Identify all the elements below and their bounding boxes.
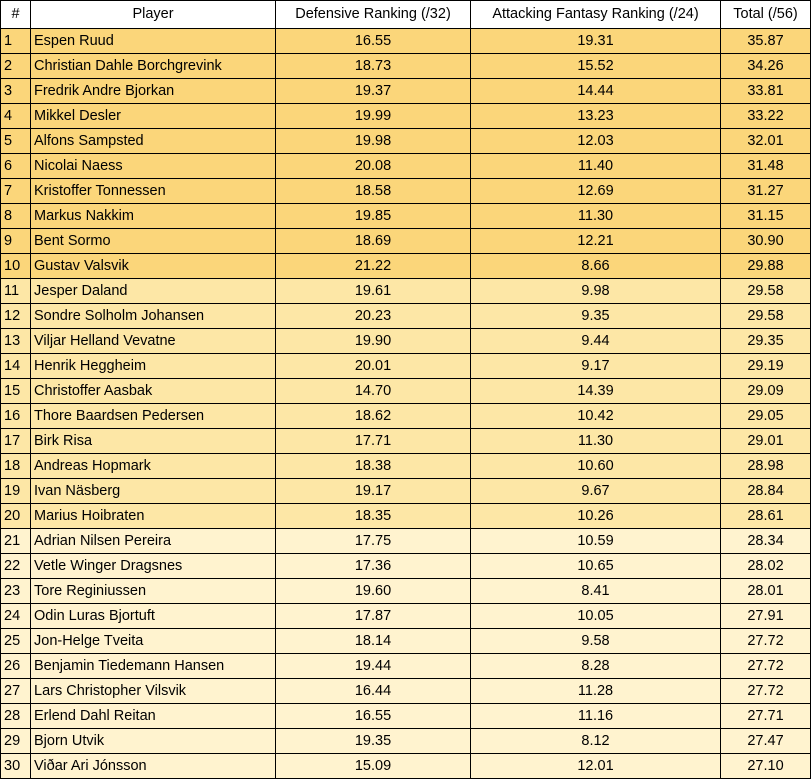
total-cell: 27.72 [721,679,811,704]
defensive-ranking-cell: 19.44 [276,654,471,679]
player-name-cell: Alfons Sampsted [31,129,276,154]
player-name-cell: Nicolai Naess [31,154,276,179]
player-name-cell: Tore Reginiussen [31,579,276,604]
header-total: Total (/56) [721,1,811,29]
table-row [1,529,811,554]
attacking-ranking-cell: 10.05 [471,604,721,629]
attacking-ranking-cell: 8.28 [471,654,721,679]
player-name-cell: Bjorn Utvik [31,729,276,754]
table-row [1,404,811,429]
table-row [1,329,811,354]
total-cell: 35.87 [721,29,811,54]
player-name-cell: Benjamin Tiedemann Hansen [31,654,276,679]
total-cell: 34.26 [721,54,811,79]
attacking-ranking-cell: 14.44 [471,79,721,104]
attacking-ranking-cell: 8.41 [471,579,721,604]
rank-cell: 27 [1,679,31,704]
rank-cell: 28 [1,704,31,729]
rank-cell: 16 [1,404,31,429]
attacking-ranking-cell: 12.21 [471,229,721,254]
header-attacking: Attacking Fantasy Ranking (/24) [471,1,721,29]
rank-cell: 18 [1,454,31,479]
table-row [1,554,811,579]
table-row [1,379,811,404]
rank-cell: 22 [1,554,31,579]
defensive-ranking-cell: 20.23 [276,304,471,329]
table-row [1,129,811,154]
attacking-ranking-cell: 9.17 [471,354,721,379]
rank-cell: 25 [1,629,31,654]
header-rank: # [1,1,31,29]
table-row [1,579,811,604]
player-name-cell: Adrian Nilsen Pereira [31,529,276,554]
defensive-ranking-cell: 15.09 [276,754,471,779]
attacking-ranking-cell: 12.03 [471,129,721,154]
total-cell: 29.09 [721,379,811,404]
rank-cell: 20 [1,504,31,529]
rank-cell: 11 [1,279,31,304]
total-cell: 29.35 [721,329,811,354]
total-cell: 27.91 [721,604,811,629]
table-body [1,29,811,779]
table-row [1,504,811,529]
player-name-cell: Marius Hoibraten [31,504,276,529]
attacking-ranking-cell: 9.58 [471,629,721,654]
defensive-ranking-cell: 18.62 [276,404,471,429]
attacking-ranking-cell: 11.30 [471,429,721,454]
defensive-ranking-cell: 19.35 [276,729,471,754]
table-row [1,654,811,679]
total-cell: 28.84 [721,479,811,504]
table-row [1,679,811,704]
player-name-cell: Vetle Winger Dragsnes [31,554,276,579]
total-cell: 27.71 [721,704,811,729]
attacking-ranking-cell: 12.69 [471,179,721,204]
attacking-ranking-cell: 14.39 [471,379,721,404]
table-row [1,629,811,654]
player-name-cell: Thore Baardsen Pedersen [31,404,276,429]
defensive-ranking-cell: 14.70 [276,379,471,404]
table-row [1,179,811,204]
defensive-ranking-cell: 20.01 [276,354,471,379]
attacking-ranking-cell: 10.59 [471,529,721,554]
defensive-ranking-cell: 19.61 [276,279,471,304]
total-cell: 28.02 [721,554,811,579]
total-cell: 27.72 [721,629,811,654]
player-name-cell: Andreas Hopmark [31,454,276,479]
defensive-ranking-cell: 17.36 [276,554,471,579]
attacking-ranking-cell: 11.16 [471,704,721,729]
rank-cell: 5 [1,129,31,154]
defensive-ranking-cell: 21.22 [276,254,471,279]
attacking-ranking-cell: 15.52 [471,54,721,79]
rank-cell: 10 [1,254,31,279]
attacking-ranking-cell: 8.66 [471,254,721,279]
player-name-cell: Sondre Solholm Johansen [31,304,276,329]
defensive-ranking-cell: 19.85 [276,204,471,229]
total-cell: 27.72 [721,654,811,679]
defensive-ranking-cell: 19.98 [276,129,471,154]
rank-cell: 23 [1,579,31,604]
rank-cell: 26 [1,654,31,679]
table-row [1,104,811,129]
attacking-ranking-cell: 10.65 [471,554,721,579]
header-row [1,1,811,29]
player-name-cell: Christoffer Aasbak [31,379,276,404]
attacking-ranking-cell: 11.30 [471,204,721,229]
attacking-ranking-cell: 11.40 [471,154,721,179]
defensive-ranking-cell: 19.60 [276,579,471,604]
player-name-cell: Viljar Helland Vevatne [31,329,276,354]
defensive-ranking-cell: 19.99 [276,104,471,129]
rank-cell: 14 [1,354,31,379]
defensive-ranking-cell: 18.58 [276,179,471,204]
defensive-ranking-cell: 18.73 [276,54,471,79]
total-cell: 28.34 [721,529,811,554]
total-cell: 31.15 [721,204,811,229]
attacking-ranking-cell: 8.12 [471,729,721,754]
defensive-ranking-cell: 18.14 [276,629,471,654]
player-name-cell: Espen Ruud [31,29,276,54]
rank-cell: 24 [1,604,31,629]
total-cell: 28.61 [721,504,811,529]
table-row [1,229,811,254]
attacking-ranking-cell: 13.23 [471,104,721,129]
table-row [1,154,811,179]
table-row [1,704,811,729]
defensive-ranking-cell: 18.35 [276,504,471,529]
player-name-cell: Birk Risa [31,429,276,454]
rank-cell: 13 [1,329,31,354]
total-cell: 29.01 [721,429,811,454]
player-name-cell: Viðar Ari Jónsson [31,754,276,779]
total-cell: 33.22 [721,104,811,129]
table-row [1,429,811,454]
player-name-cell: Markus Nakkim [31,204,276,229]
player-name-cell: Henrik Heggheim [31,354,276,379]
defensive-ranking-cell: 17.87 [276,604,471,629]
total-cell: 29.58 [721,304,811,329]
table-row [1,254,811,279]
rank-cell: 3 [1,79,31,104]
table-row [1,604,811,629]
table-row [1,754,811,779]
attacking-ranking-cell: 11.28 [471,679,721,704]
table-row [1,279,811,304]
defensive-ranking-cell: 19.90 [276,329,471,354]
player-name-cell: Jesper Daland [31,279,276,304]
attacking-ranking-cell: 9.35 [471,304,721,329]
rank-cell: 1 [1,29,31,54]
total-cell: 29.58 [721,279,811,304]
attacking-ranking-cell: 10.42 [471,404,721,429]
rank-cell: 29 [1,729,31,754]
player-name-cell: Odin Luras Bjortuft [31,604,276,629]
player-name-cell: Christian Dahle Borchgrevink [31,54,276,79]
header-player: Player [31,1,276,29]
rank-cell: 12 [1,304,31,329]
defensive-ranking-cell: 16.55 [276,29,471,54]
table-row [1,29,811,54]
player-name-cell: Ivan Näsberg [31,479,276,504]
rank-cell: 30 [1,754,31,779]
defensive-ranking-cell: 17.75 [276,529,471,554]
player-name-cell: Bent Sormo [31,229,276,254]
total-cell: 29.19 [721,354,811,379]
table-row [1,79,811,104]
attacking-ranking-cell: 9.67 [471,479,721,504]
rank-cell: 17 [1,429,31,454]
total-cell: 29.05 [721,404,811,429]
total-cell: 30.90 [721,229,811,254]
attacking-ranking-cell: 9.98 [471,279,721,304]
player-name-cell: Jon-Helge Tveita [31,629,276,654]
defensive-ranking-cell: 19.17 [276,479,471,504]
rank-cell: 8 [1,204,31,229]
player-name-cell: Lars Christopher Vilsvik [31,679,276,704]
player-name-cell: Mikkel Desler [31,104,276,129]
table-row [1,54,811,79]
total-cell: 33.81 [721,79,811,104]
total-cell: 27.10 [721,754,811,779]
player-name-cell: Kristoffer Tonnessen [31,179,276,204]
rank-cell: 6 [1,154,31,179]
defensive-ranking-cell: 18.38 [276,454,471,479]
defensive-ranking-cell: 20.08 [276,154,471,179]
defensive-ranking-cell: 19.37 [276,79,471,104]
rank-cell: 21 [1,529,31,554]
defensive-ranking-cell: 16.44 [276,679,471,704]
player-name-cell: Fredrik Andre Bjorkan [31,79,276,104]
total-cell: 31.48 [721,154,811,179]
player-name-cell: Gustav Valsvik [31,254,276,279]
total-cell: 28.01 [721,579,811,604]
rank-cell: 7 [1,179,31,204]
attacking-ranking-cell: 19.31 [471,29,721,54]
attacking-ranking-cell: 9.44 [471,329,721,354]
rank-cell: 9 [1,229,31,254]
attacking-ranking-cell: 12.01 [471,754,721,779]
rank-cell: 4 [1,104,31,129]
rank-cell: 19 [1,479,31,504]
attacking-ranking-cell: 10.60 [471,454,721,479]
table-row [1,729,811,754]
player-name-cell: Erlend Dahl Reitan [31,704,276,729]
header-defensive: Defensive Ranking (/32) [276,1,471,29]
table-row [1,479,811,504]
total-cell: 32.01 [721,129,811,154]
defensive-ranking-cell: 17.71 [276,429,471,454]
table-row [1,354,811,379]
table-row [1,454,811,479]
total-cell: 31.27 [721,179,811,204]
total-cell: 27.47 [721,729,811,754]
total-cell: 28.98 [721,454,811,479]
total-cell: 29.88 [721,254,811,279]
table-row [1,204,811,229]
rank-cell: 2 [1,54,31,79]
defensive-ranking-cell: 16.55 [276,704,471,729]
table-row [1,304,811,329]
attacking-ranking-cell: 10.26 [471,504,721,529]
defensive-ranking-cell: 18.69 [276,229,471,254]
rank-cell: 15 [1,379,31,404]
